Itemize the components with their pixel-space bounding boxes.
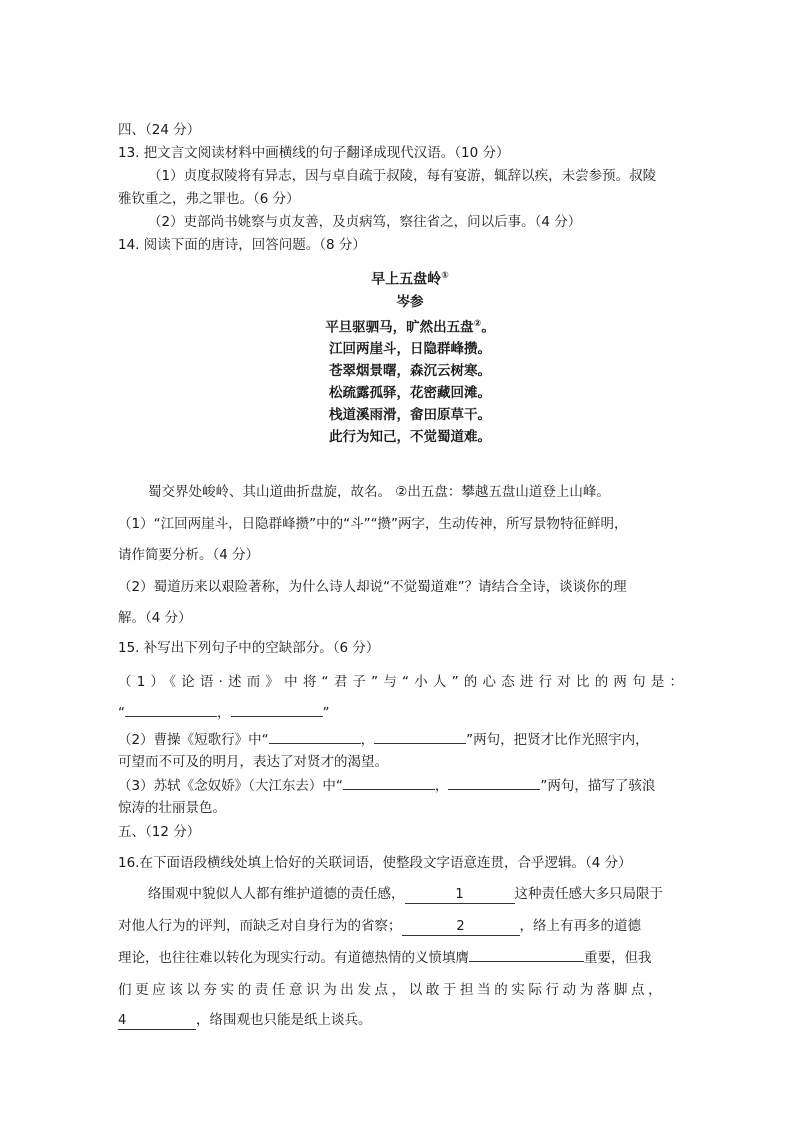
question-15-item-1-blanks: “ ， ” [118,702,330,723]
question-16-paragraph-line-2: 对他人行为的评判，而缺乏对自身行为的省察； 2 ，络上有再多的道德 [118,918,641,934]
poem-line: 松疏露孤驿，花密藏回滩。 [329,385,491,402]
poem-line: 平旦驱驷马，旷然出五盘②。 [325,318,495,336]
poem-title: 早上五盘岭① [371,271,449,288]
question-13-stem: 13. 把文言文阅读材料中画横线的句子翻译成现代汉语。（10 分） [118,145,510,161]
question-15-stem: 15. 补写出下列句子中的空缺部分。（6 分） [118,640,380,656]
answer-blank[interactable] [448,775,540,790]
answer-blank[interactable] [374,729,466,744]
answer-blank-3[interactable] [469,961,584,962]
question-16-stem: 16.在下面语段横线处填上恰好的关联词语，使整段文字语意连贯，合乎逻辑。（4 分） [118,855,632,871]
question-13-item-2: （2）吏部尚书姚察与贞友善，及贞病笃，察往省之，问以后事。（4 分） [148,214,582,230]
poem-author: 岑参 [396,293,424,310]
question-15-item-1: （1）《论语·述而》中将“君子”与“小人”的心态进行对比的两句是： [118,674,689,690]
poem-line: 苍翠烟景曙，森沉云树寒。 [329,363,491,380]
poem-block [250,265,570,448]
answer-blank-4[interactable]: 4 [118,1013,196,1030]
question-13-item-1-line-2: 雅钦重之，弗之罪也。（6 分） [118,191,300,207]
question-14-sub-1-line-1: （1）“江回两崖斗，日隐群峰攒”中的“斗”“攒”两字，生动传神，所写景物特征鲜明， [118,516,628,532]
question-15-item-2: （2）曹操《短歌行》中“ ， ”两句，把贤才比作光照宇内， [118,729,649,750]
answer-blank[interactable] [231,702,323,717]
answer-blank-1[interactable]: 1 [405,887,515,904]
question-14-sub-1-line-2: 请作简要分析。（4 分） [118,547,260,563]
question-13-item-1-line-1: （1）贞度叔陵将有异志，因与卓自疏于叔陵，每有宴游，辄辞以疾，未尝参预。叔陵 [148,168,657,184]
answer-blank[interactable] [125,702,217,717]
question-15-item-3: （3）苏轼《念奴娇》（大江东去）中“ ， ”两句，描写了骇浪 [118,775,655,796]
question-14-sub-2-line-1: （2）蜀道历来以艰险著称，为什么诗人却说“不觉蜀道难”？请结合全诗，谈谈你的理 [118,579,627,595]
question-16-paragraph-line-4: 们更应该以夯实的责任意识为出发点，以敢于担当的实际行动为落脚点， [118,982,666,998]
question-15-item-2-line-2: 可望而不可及的明月，表达了对贤才的渴望。 [118,754,388,770]
poem-line: 栈道溪雨滑，畲田原草干。 [329,407,491,424]
question-14-sub-2-line-2: 解。（4 分） [118,610,192,626]
question-16-paragraph-line-1: 络围观中貌似人人都有维护道德的责任感， 1 这种责任感大多只局限于 [148,886,663,902]
poem-title-footnote: ① [441,271,449,281]
section-four-header: 四、（24 分） [118,122,201,138]
poem-line: 江回两崖斗，日隐群峰攒。 [329,341,491,358]
answer-blank[interactable] [269,729,361,744]
answer-blank[interactable] [343,775,435,790]
question-16-paragraph-line-3: 理论，也往往难以转化为现实行动。有道德热情的义愤填膺 重要，但我 [118,950,652,966]
question-15-item-3-line-2: 惊涛的壮丽景色。 [118,800,226,816]
answer-blank-2[interactable]: 2 [402,919,520,936]
poem-footnote: 蜀交界处峻岭、其山道曲折盘旋，故名。 ②出五盘：攀越五盘山道登上山峰。 [148,484,610,500]
poem-line: 此行为知己，不觉蜀道难。 [329,429,491,446]
question-16-paragraph-line-5: 4 ，络围观也只能是纸上谈兵。 [118,1012,372,1028]
question-14-stem: 14. 阅读下面的唐诗，回答问题。（8 分） [118,237,366,253]
section-five-header: 五、（12 分） [118,824,201,840]
